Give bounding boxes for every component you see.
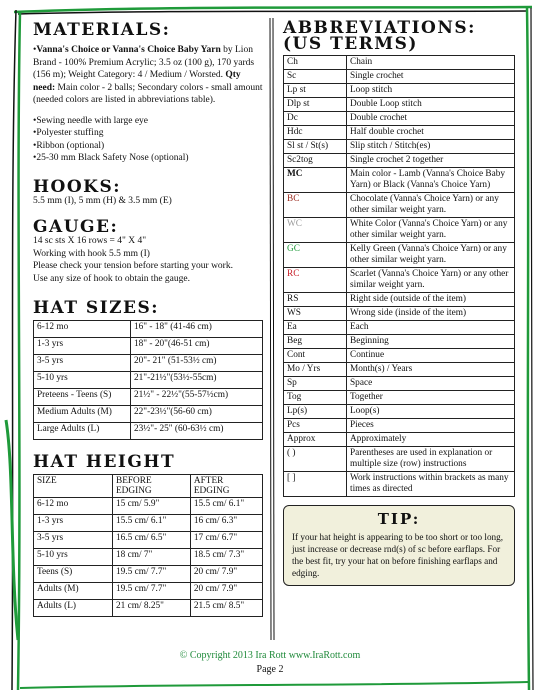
size-cell: Medium Adults (M) (34, 406, 131, 423)
qty-label: Qty need: (33, 70, 241, 93)
abbreviation-key: [ ] (284, 472, 347, 497)
after-cell: 20 cm/ 7.9" (190, 566, 262, 583)
abbreviation-key: Sc2tog (284, 154, 347, 168)
abbreviation-meaning: Slip stitch / Stitch(es) (347, 140, 515, 154)
abbreviation-key: ( ) (284, 447, 347, 472)
table-row (34, 423, 263, 440)
copyright-footer: © Copyright 2013 Ira Rott www.IraRott.com (179, 650, 361, 661)
measure-cell: 22"-23½"(56-60 cm) (131, 406, 263, 423)
before-cell: 19.5 cm/ 7.7" (113, 566, 191, 583)
abbreviation-key: Dc (284, 112, 347, 126)
before-cell: 15.5 cm/ 6.1" (113, 515, 191, 532)
gauge-line: 14 sc sts X 16 rows = 4" X 4" (33, 236, 147, 246)
materials-item: • Ribbon (optional) (33, 140, 263, 153)
gauge-line: Use any size of hook to obtain the gauge. (33, 273, 190, 284)
table-row (284, 363, 515, 377)
abbreviations-subheading: (US TERMS) (283, 34, 418, 54)
table-row (284, 335, 515, 349)
abbreviation-meaning: Chain (347, 56, 515, 70)
size-cell: 3-5 yrs (34, 355, 131, 372)
abbreviation-key: Dlp st (284, 98, 347, 112)
abbreviation-meaning: Kelly Green (Vanna's Choice Yarn) or any other similar weight yarn. (347, 243, 515, 268)
measure-cell: 21½" - 22½"(55-57½cm) (131, 389, 263, 406)
tip-text: If your hat height is appearing to be too short or too long, just increase or decrease rnd(s) of sc before earflaps. For the best fit, try your hat on before finishing earflaps and edging. (292, 532, 504, 578)
abbreviation-key: Sl st / St(s) (284, 140, 347, 154)
page-number: Page 2 (256, 664, 284, 675)
abbreviation-key: Lp(s) (284, 405, 347, 419)
table-row (284, 377, 515, 391)
measure-cell: 20"- 21" (51-53½ cm) (131, 355, 263, 372)
hooks-text: 5.5 mm (I), 5 mm (H) & 3.5 mm (E) (33, 195, 172, 206)
abbreviation-meaning: Double crochet (347, 112, 515, 126)
abbreviation-key: Cont (284, 349, 347, 363)
after-cell: 20 cm/ 7.9" (190, 583, 262, 600)
table-row (284, 126, 515, 140)
abbreviation-meaning: Each (347, 321, 515, 335)
abbreviation-meaning: Together (347, 391, 515, 405)
abbreviation-meaning: Main color - Lamb (Vanna's Choice Baby Yarn) or Black (Vanna's Choice Yarn) (347, 168, 515, 193)
abbreviation-key: Ch (284, 56, 347, 70)
abbreviation-meaning: Single crochet 2 together (347, 154, 515, 168)
materials-item: • Polyester stuffing (33, 127, 263, 140)
size-cell: 5-10 yrs (34, 549, 113, 566)
hat-height-heading: HAT HEIGHT (33, 452, 176, 472)
hat-height-table (33, 474, 263, 617)
size-cell: Adults (M) (34, 583, 113, 600)
abbreviation-key: MC (284, 168, 347, 193)
table-row (284, 447, 515, 472)
hat-sizes-table (33, 320, 263, 440)
abbreviation-key: Ea (284, 321, 347, 335)
materials-heading: MATERIALS: (33, 20, 171, 40)
abbreviation-meaning: Continue (347, 349, 515, 363)
size-cell: Preteens - Teens (S) (34, 389, 131, 406)
table-row (284, 140, 515, 154)
abbreviation-key: WS (284, 307, 347, 321)
materials-item: • Sewing needle with large eye (33, 115, 263, 128)
qty-text: Main color - 2 balls; Secondary colors - small amount (needed colors are listed in abbreviations table). (33, 82, 263, 105)
table-row (34, 532, 263, 549)
abbreviation-key: Pcs (284, 419, 347, 433)
abbreviation-key: RS (284, 293, 347, 307)
abbreviation-meaning: Scarlet (Vanna's Choice Yarn) or any other similar weight yarn. (347, 268, 515, 293)
table-row (284, 243, 515, 268)
abbreviation-key: RC (284, 268, 347, 293)
abbreviations-table (283, 55, 515, 497)
right-column (283, 20, 515, 586)
tip-box (283, 505, 515, 586)
abbreviation-meaning: Space (347, 377, 515, 391)
table-row (34, 355, 263, 372)
table-row (284, 98, 515, 112)
before-cell: 15 cm/ 5.9" (113, 498, 191, 515)
table-header-row (34, 475, 263, 498)
abbreviation-meaning: Beginning (347, 335, 515, 349)
abbreviation-key: Approx (284, 433, 347, 447)
after-cell: 17 cm/ 6.7" (190, 532, 262, 549)
table-row (284, 419, 515, 433)
hat-sizes-heading: HAT SIZES: (33, 298, 160, 318)
table-row (34, 515, 263, 532)
measure-cell: 16" - 18" (41-46 cm) (131, 321, 263, 338)
column-header: AFTER EDGING (190, 475, 262, 498)
table-row (34, 372, 263, 389)
abbreviations-heading: ABBREVIATIONS: (283, 18, 476, 38)
measure-cell: 21"-21½"(53½-55cm) (131, 372, 263, 389)
yarn-description: by Lion Brand - 100% Premium Acrylic; 3.5 oz (100 g), 170 yards (156 m); Weight Category: 4 / Medium / Worsted. (33, 45, 255, 80)
abbreviation-key: Lp st (284, 84, 347, 98)
table-row (284, 193, 515, 218)
abbreviation-meaning: Loop stitch (347, 84, 515, 98)
materials-list (33, 115, 263, 165)
size-cell: Large Adults (L) (34, 423, 131, 440)
after-cell: 16 cm/ 6.3" (190, 515, 262, 532)
size-cell: 1-3 yrs (34, 338, 131, 355)
abbreviation-meaning: Chocolate (Vanna's Choice Yarn) or any other similar weight yarn. (347, 193, 515, 218)
size-cell: 3-5 yrs (34, 532, 113, 549)
abbreviation-meaning: Pieces (347, 419, 515, 433)
before-cell: 16.5 cm/ 6.5" (113, 532, 191, 549)
table-row (34, 406, 263, 423)
size-cell: Adults (L) (34, 600, 113, 617)
abbreviation-meaning: Single crochet (347, 70, 515, 84)
table-row (284, 84, 515, 98)
table-row (34, 321, 263, 338)
abbreviation-meaning: Double Loop stitch (347, 98, 515, 112)
table-row (284, 154, 515, 168)
measure-cell: 23½"- 25" (60-63½ cm) (131, 423, 263, 440)
left-column (33, 22, 263, 617)
abbreviation-meaning: Loop(s) (347, 405, 515, 419)
gauge-line: Working with hook 5.5 mm (I) (33, 248, 150, 259)
size-cell: 6-12 mo (34, 321, 131, 338)
abbreviation-meaning: Right side (outside of the item) (347, 293, 515, 307)
hooks-heading: HOOKS: (33, 176, 122, 197)
before-cell: 18 cm/ 7" (113, 549, 191, 566)
table-row (284, 112, 515, 126)
table-row (34, 549, 263, 566)
abbreviation-key: GC (284, 243, 347, 268)
table-row (34, 338, 263, 355)
abbreviation-key: Beg (284, 335, 347, 349)
table-row (284, 293, 515, 307)
table-row (284, 268, 515, 293)
abbreviation-meaning: Wrong side (inside of the item) (347, 307, 515, 321)
table-row (284, 321, 515, 335)
size-cell: 6-12 mo (34, 498, 113, 515)
table-row (284, 391, 515, 405)
table-row (284, 472, 515, 497)
column-header: BEFORE EDGING (113, 475, 191, 498)
table-row (284, 307, 515, 321)
abbreviation-key: Tog (284, 391, 347, 405)
materials-text: •Vanna's Choice or Vanna's Choice Baby Yarn by Lion Brand - 100% Premium Acrylic; 3.5 oz (100 g), 170 yards (156 m); Weight Category: 4 / Medium / Worsted. Qty need: Main color - 2 balls; Secondary colors - small amount (needed colors are listed in abbreviations table). (33, 45, 263, 105)
table-row (284, 405, 515, 419)
measure-cell: 18" - 20"(46-51 cm) (131, 338, 263, 355)
table-row (284, 218, 515, 243)
yarn-name: Vanna's Choice or Vanna's Choice Baby Yarn (36, 45, 221, 55)
abbreviation-key: Sp (284, 377, 347, 391)
abbreviation-meaning: Month(s) / Years (347, 363, 515, 377)
before-cell: 21 cm/ 8.25" (113, 600, 191, 617)
table-row (34, 498, 263, 515)
abbreviation-key: Mo / Yrs (284, 363, 347, 377)
after-cell: 18.5 cm/ 7.3" (190, 549, 262, 566)
materials-item: • 25-30 mm Black Safety Nose (optional) (33, 152, 263, 165)
table-row (284, 433, 515, 447)
table-row (284, 168, 515, 193)
gauge-line: Please check your tension before starting your work. (33, 261, 233, 271)
table-row (34, 389, 263, 406)
abbreviation-meaning: Half double crochet (347, 126, 515, 140)
abbreviation-meaning: White Color (Vanna's Choice Yarn) or any other similar weight yarn. (347, 218, 515, 243)
column-header: SIZE (34, 475, 113, 498)
table-row (284, 70, 515, 84)
after-cell: 15.5 cm/ 6.1" (190, 498, 262, 515)
abbreviation-key: BC (284, 193, 347, 218)
tip-heading: TIP: (377, 510, 421, 528)
size-cell: 1-3 yrs (34, 515, 113, 532)
gauge-heading: GAUGE: (33, 217, 119, 237)
abbreviation-key: Hdc (284, 126, 347, 140)
abbreviation-meaning: Parentheses are used in explanation or multiple size (row) instructions (347, 447, 515, 472)
table-row (284, 56, 515, 70)
before-cell: 19.5 cm/ 7.7" (113, 583, 191, 600)
table-row (34, 600, 263, 617)
abbreviation-key: WC (284, 218, 347, 243)
table-row (284, 349, 515, 363)
table-row (34, 583, 263, 600)
after-cell: 21.5 cm/ 8.5" (190, 600, 262, 617)
size-cell: 5-10 yrs (34, 372, 131, 389)
size-cell: Teens (S) (34, 566, 113, 583)
abbreviation-key: Sc (284, 70, 347, 84)
table-row (34, 566, 263, 583)
abbreviation-meaning: Approximately (347, 433, 515, 447)
abbreviation-meaning: Work instructions within brackets as many times as directed (347, 472, 515, 497)
